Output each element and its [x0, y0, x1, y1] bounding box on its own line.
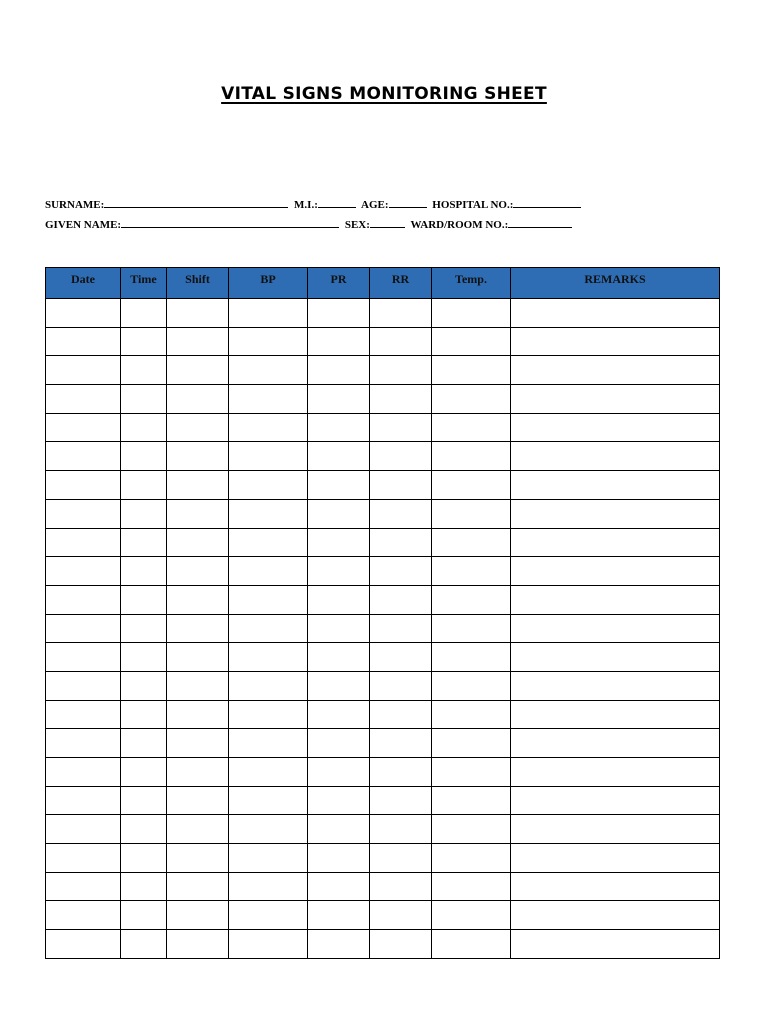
table-cell-bp[interactable] — [229, 758, 308, 787]
table-cell-date[interactable] — [46, 758, 121, 787]
table-cell-temp[interactable] — [432, 385, 511, 414]
table-cell-date[interactable] — [46, 413, 121, 442]
table-cell-shift[interactable] — [167, 299, 229, 328]
column-header-remarks: REMARKS — [511, 268, 720, 299]
table-cell-time[interactable] — [121, 872, 167, 901]
column-header-rr: RR — [370, 268, 432, 299]
table-cell-shift[interactable] — [167, 413, 229, 442]
table-header-row — [46, 268, 720, 299]
table-cell-rr[interactable] — [370, 844, 432, 873]
table-cell-time[interactable] — [121, 413, 167, 442]
table-cell-rr[interactable] — [370, 872, 432, 901]
table-cell-rr[interactable] — [370, 643, 432, 672]
table-cell-shift[interactable] — [167, 729, 229, 758]
table-cell-temp[interactable] — [432, 557, 511, 586]
sex-label: SEX: — [344, 219, 370, 231]
table-row — [46, 528, 720, 557]
age-label: AGE: — [361, 199, 389, 211]
table-cell-pr[interactable] — [308, 758, 370, 787]
table-cell-remarks[interactable] — [511, 356, 720, 385]
table-cell-temp[interactable] — [432, 442, 511, 471]
table-cell-time[interactable] — [121, 786, 167, 815]
table-row — [46, 471, 720, 500]
table-cell-pr[interactable] — [308, 786, 370, 815]
table-cell-pr[interactable] — [308, 671, 370, 700]
table-cell-date[interactable] — [46, 700, 121, 729]
table-cell-remarks[interactable] — [511, 528, 720, 557]
table-cell-rr[interactable] — [370, 930, 432, 959]
table-cell-temp[interactable] — [432, 700, 511, 729]
table-cell-remarks[interactable] — [511, 729, 720, 758]
table-cell-bp[interactable] — [229, 557, 308, 586]
table-cell-date[interactable] — [46, 327, 121, 356]
table-row — [46, 671, 720, 700]
table-cell-bp[interactable] — [229, 671, 308, 700]
table-row — [46, 901, 720, 930]
table-row — [46, 327, 720, 356]
table-cell-bp[interactable] — [229, 585, 308, 614]
table-cell-shift[interactable] — [167, 844, 229, 873]
table-cell-remarks[interactable] — [511, 614, 720, 643]
table-cell-date[interactable] — [46, 844, 121, 873]
ward-room-label: WARD/ROOM NO.: — [410, 219, 509, 231]
column-header-shift: Shift — [167, 268, 229, 299]
table-cell-pr[interactable] — [308, 872, 370, 901]
table-cell-temp[interactable] — [432, 413, 511, 442]
table-cell-temp[interactable] — [432, 327, 511, 356]
table-cell-date[interactable] — [46, 356, 121, 385]
table-cell-temp[interactable] — [432, 758, 511, 787]
table-cell-date[interactable] — [46, 815, 121, 844]
age-field[interactable] — [389, 197, 427, 208]
table-cell-pr[interactable] — [308, 614, 370, 643]
table-cell-time[interactable] — [121, 499, 167, 528]
hospital-no-label: HOSPITAL NO.: — [432, 199, 514, 211]
table-row — [46, 758, 720, 787]
column-header-time: Time — [121, 268, 167, 299]
table-cell-remarks[interactable] — [511, 815, 720, 844]
surname-label: SURNAME: — [45, 199, 105, 211]
table-cell-rr[interactable] — [370, 614, 432, 643]
table-cell-time[interactable] — [121, 442, 167, 471]
table-cell-remarks[interactable] — [511, 700, 720, 729]
table-cell-shift[interactable] — [167, 901, 229, 930]
table-cell-bp[interactable] — [229, 815, 308, 844]
table-cell-time[interactable] — [121, 528, 167, 557]
table-cell-date[interactable] — [46, 930, 121, 959]
table-row — [46, 442, 720, 471]
table-cell-shift[interactable] — [167, 930, 229, 959]
table-cell-time[interactable] — [121, 614, 167, 643]
table-cell-bp[interactable] — [229, 901, 308, 930]
table-cell-pr[interactable] — [308, 901, 370, 930]
table-cell-shift[interactable] — [167, 643, 229, 672]
table-cell-remarks[interactable] — [511, 442, 720, 471]
table-cell-remarks[interactable] — [511, 413, 720, 442]
table-cell-bp[interactable] — [229, 385, 308, 414]
table-cell-shift[interactable] — [167, 471, 229, 500]
table-cell-temp[interactable] — [432, 815, 511, 844]
table-cell-pr[interactable] — [308, 327, 370, 356]
surname-field[interactable] — [104, 197, 288, 208]
table-cell-date[interactable] — [46, 557, 121, 586]
table-cell-remarks[interactable] — [511, 671, 720, 700]
table-cell-time[interactable] — [121, 327, 167, 356]
table-cell-rr[interactable] — [370, 385, 432, 414]
table-row — [46, 643, 720, 672]
table-cell-date[interactable] — [46, 671, 121, 700]
table-cell-remarks[interactable] — [511, 499, 720, 528]
table-cell-time[interactable] — [121, 471, 167, 500]
table-cell-date[interactable] — [46, 643, 121, 672]
table-cell-shift[interactable] — [167, 499, 229, 528]
table-cell-pr[interactable] — [308, 413, 370, 442]
table-cell-date[interactable] — [46, 786, 121, 815]
table-cell-bp[interactable] — [229, 471, 308, 500]
table-cell-pr[interactable] — [308, 528, 370, 557]
table-cell-rr[interactable] — [370, 815, 432, 844]
table-cell-remarks[interactable] — [511, 643, 720, 672]
table-cell-temp[interactable] — [432, 614, 511, 643]
table-cell-temp[interactable] — [432, 786, 511, 815]
table-cell-bp[interactable] — [229, 729, 308, 758]
table-cell-temp[interactable] — [432, 356, 511, 385]
table-cell-time[interactable] — [121, 356, 167, 385]
table-cell-remarks[interactable] — [511, 786, 720, 815]
table-cell-shift[interactable] — [167, 585, 229, 614]
table-body — [46, 299, 720, 959]
table-row — [46, 700, 720, 729]
table-row — [46, 299, 720, 328]
table-cell-pr[interactable] — [308, 844, 370, 873]
table-cell-shift[interactable] — [167, 356, 229, 385]
table-cell-rr[interactable] — [370, 471, 432, 500]
table-cell-rr[interactable] — [370, 585, 432, 614]
table-cell-bp[interactable] — [229, 499, 308, 528]
table-cell-shift[interactable] — [167, 786, 229, 815]
vital-signs-table — [45, 267, 720, 959]
table-cell-bp[interactable] — [229, 413, 308, 442]
table-cell-shift[interactable] — [167, 557, 229, 586]
table-row — [46, 385, 720, 414]
table-cell-time[interactable] — [121, 585, 167, 614]
table-cell-date[interactable] — [46, 614, 121, 643]
given-name-field[interactable] — [121, 217, 339, 228]
table-cell-date[interactable] — [46, 901, 121, 930]
table-cell-time[interactable] — [121, 700, 167, 729]
table-row — [46, 499, 720, 528]
table-cell-shift[interactable] — [167, 385, 229, 414]
table-cell-pr[interactable] — [308, 499, 370, 528]
table-cell-shift[interactable] — [167, 700, 229, 729]
table-cell-remarks[interactable] — [511, 471, 720, 500]
table-cell-time[interactable] — [121, 643, 167, 672]
table-cell-bp[interactable] — [229, 930, 308, 959]
table-cell-shift[interactable] — [167, 442, 229, 471]
table-cell-shift[interactable] — [167, 758, 229, 787]
table-cell-rr[interactable] — [370, 442, 432, 471]
table-cell-rr[interactable] — [370, 356, 432, 385]
sex-field[interactable] — [370, 217, 405, 228]
table-cell-pr[interactable] — [308, 471, 370, 500]
table-cell-rr[interactable] — [370, 299, 432, 328]
table-cell-remarks[interactable] — [511, 585, 720, 614]
table-cell-time[interactable] — [121, 385, 167, 414]
table-cell-remarks[interactable] — [511, 872, 720, 901]
table-cell-date[interactable] — [46, 385, 121, 414]
hospital-no-field[interactable] — [513, 197, 581, 208]
table-cell-rr[interactable] — [370, 901, 432, 930]
table-cell-remarks[interactable] — [511, 299, 720, 328]
table-cell-temp[interactable] — [432, 585, 511, 614]
table-cell-rr[interactable] — [370, 671, 432, 700]
table-row — [46, 815, 720, 844]
table-cell-rr[interactable] — [370, 413, 432, 442]
table-cell-temp[interactable] — [432, 471, 511, 500]
table-row — [46, 413, 720, 442]
table-cell-pr[interactable] — [308, 729, 370, 758]
table-cell-time[interactable] — [121, 901, 167, 930]
table-cell-pr[interactable] — [308, 930, 370, 959]
table-cell-pr[interactable] — [308, 442, 370, 471]
table-cell-temp[interactable] — [432, 299, 511, 328]
table-cell-date[interactable] — [46, 528, 121, 557]
table-cell-bp[interactable] — [229, 356, 308, 385]
table-cell-date[interactable] — [46, 471, 121, 500]
table-cell-bp[interactable] — [229, 528, 308, 557]
table-cell-bp[interactable] — [229, 700, 308, 729]
table-cell-pr[interactable] — [308, 585, 370, 614]
table-cell-time[interactable] — [121, 671, 167, 700]
table-cell-rr[interactable] — [370, 758, 432, 787]
table-row — [46, 786, 720, 815]
table-cell-temp[interactable] — [432, 901, 511, 930]
given-name-label: GIVEN NAME: — [45, 219, 122, 231]
table-cell-temp[interactable] — [432, 528, 511, 557]
table-cell-bp[interactable] — [229, 299, 308, 328]
table-cell-temp[interactable] — [432, 729, 511, 758]
table-cell-rr[interactable] — [370, 499, 432, 528]
table-cell-rr[interactable] — [370, 557, 432, 586]
table-cell-date[interactable] — [46, 442, 121, 471]
table-cell-pr[interactable] — [308, 385, 370, 414]
table-row — [46, 930, 720, 959]
table-cell-pr[interactable] — [308, 700, 370, 729]
ward-room-field[interactable] — [508, 217, 572, 228]
table-cell-bp[interactable] — [229, 643, 308, 672]
table-cell-date[interactable] — [46, 499, 121, 528]
table-cell-remarks[interactable] — [511, 385, 720, 414]
table-cell-remarks[interactable] — [511, 844, 720, 873]
table-cell-temp[interactable] — [432, 930, 511, 959]
table-cell-time[interactable] — [121, 930, 167, 959]
table-cell-date[interactable] — [46, 299, 121, 328]
table-cell-date[interactable] — [46, 729, 121, 758]
table-cell-shift[interactable] — [167, 872, 229, 901]
table-cell-remarks[interactable] — [511, 557, 720, 586]
table-cell-temp[interactable] — [432, 844, 511, 873]
table-cell-rr[interactable] — [370, 327, 432, 356]
table-cell-bp[interactable] — [229, 327, 308, 356]
table-cell-time[interactable] — [121, 815, 167, 844]
table-cell-time[interactable] — [121, 299, 167, 328]
table-row — [46, 356, 720, 385]
table-cell-time[interactable] — [121, 758, 167, 787]
table-cell-rr[interactable] — [370, 700, 432, 729]
table-cell-rr[interactable] — [370, 786, 432, 815]
table-cell-date[interactable] — [46, 585, 121, 614]
column-header-pr: PR — [308, 268, 370, 299]
table-cell-temp[interactable] — [432, 671, 511, 700]
mi-field[interactable] — [318, 197, 356, 208]
table-cell-time[interactable] — [121, 729, 167, 758]
table-cell-shift[interactable] — [167, 528, 229, 557]
table-cell-temp[interactable] — [432, 643, 511, 672]
table-cell-bp[interactable] — [229, 614, 308, 643]
table-cell-shift[interactable] — [167, 671, 229, 700]
table-cell-remarks[interactable] — [511, 758, 720, 787]
table-cell-bp[interactable] — [229, 872, 308, 901]
mi-label: M.I.: — [294, 199, 318, 211]
table-cell-remarks[interactable] — [511, 901, 720, 930]
table-cell-pr[interactable] — [308, 643, 370, 672]
table-cell-pr[interactable] — [308, 299, 370, 328]
column-header-date: Date — [46, 268, 121, 299]
table-cell-shift[interactable] — [167, 815, 229, 844]
table-row — [46, 729, 720, 758]
patient-info-row-1 — [45, 197, 584, 212]
table-cell-date[interactable] — [46, 872, 121, 901]
table-cell-pr[interactable] — [308, 815, 370, 844]
table-cell-bp[interactable] — [229, 786, 308, 815]
table-cell-remarks[interactable] — [511, 930, 720, 959]
table-cell-pr[interactable] — [308, 557, 370, 586]
table-cell-rr[interactable] — [370, 729, 432, 758]
table-cell-pr[interactable] — [308, 356, 370, 385]
table-cell-time[interactable] — [121, 844, 167, 873]
table-row — [46, 557, 720, 586]
table-cell-remarks[interactable] — [511, 327, 720, 356]
column-header-bp: BP — [229, 268, 308, 299]
document-title: VITAL SIGNS MONITORING SHEET — [221, 84, 547, 104]
table-cell-temp[interactable] — [432, 499, 511, 528]
table-row — [46, 844, 720, 873]
column-header-temp: Temp. — [432, 268, 511, 299]
table-cell-shift[interactable] — [167, 327, 229, 356]
table-row — [46, 614, 720, 643]
table-row — [46, 585, 720, 614]
table-cell-temp[interactable] — [432, 872, 511, 901]
table-cell-time[interactable] — [121, 557, 167, 586]
table-row — [46, 872, 720, 901]
patient-info-row-2 — [45, 217, 575, 232]
table-cell-shift[interactable] — [167, 614, 229, 643]
table-cell-rr[interactable] — [370, 528, 432, 557]
table-cell-bp[interactable] — [229, 442, 308, 471]
table-cell-bp[interactable] — [229, 844, 308, 873]
